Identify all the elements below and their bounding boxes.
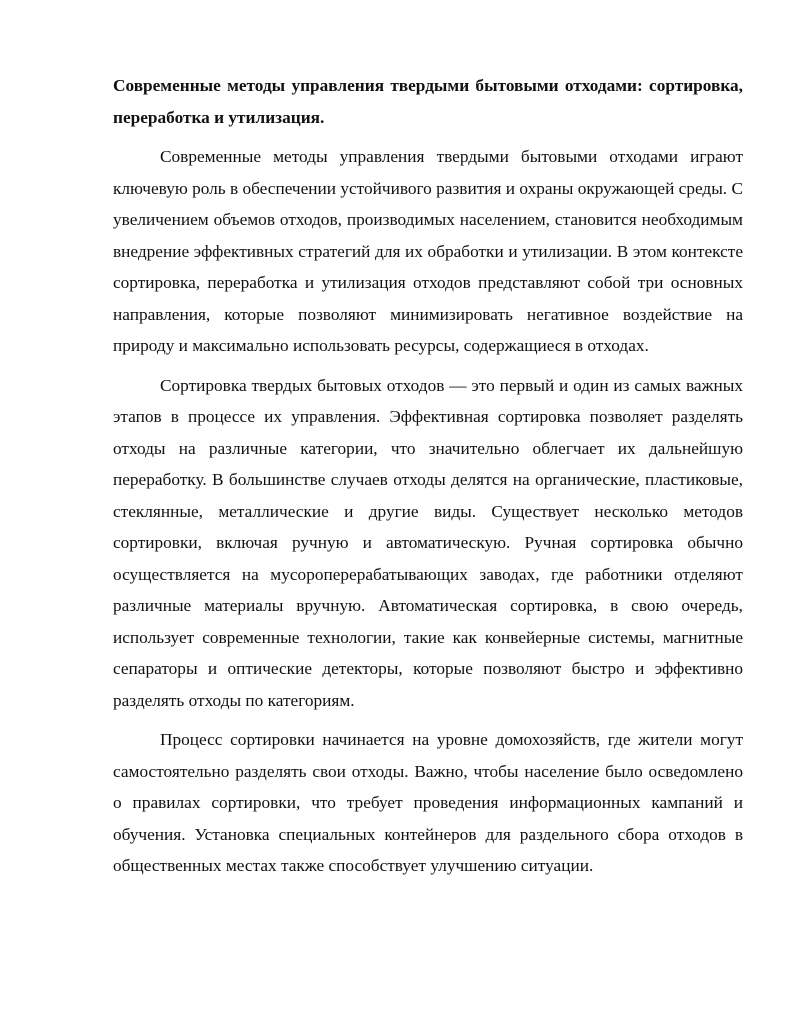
paragraph-intro: Современные методы управления твердыми бытовыми отходами играют ключевую роль в обеспечении устойчивого развития и охраны окружающей среды. С увеличением объемов отходов, производимых населением, становится необходимым внедрение эффективных стратегий для их обработки и утилизации. В этом контексте сортировка, переработка и утилизация отходов представляют собой три основных направления, которые позволяют минимизировать негативное воздействие на природу и максимально использовать ресурсы, содержащиеся в отходах.	[113, 147, 743, 355]
paragraph-sorting: Сортировка твердых бытовых отходов — это первый и один из самых важных этапов в процессе их управления. Эффективная сортировка позволяет разделять отходы на различные категории, что значительно облегчает их дальнейшую переработку. В большинстве случаев отходы делятся на органические, пластиковые, стеклянные, металлические и другие виды. Существует несколько методов сортировки, включая ручную и автоматическую. Ручная сортировка обычно осуществляется на мусороперерабатывающих заводах, где работники отделяют различные материалы вручную. Автоматическая сортировка, в свою очередь, использует современные технологии, такие как конвейерные системы, магнитные сепараторы и оптические детекторы, которые позволяют быстро и эффективно разделять отходы по категориям.	[113, 375, 743, 710]
document-page	[113, 70, 743, 890]
document-title: Современные методы управления твердыми бытовыми отходами: сортировка, переработка и утилизация.	[113, 76, 743, 127]
paragraph-households: Процесс сортировки начинается на уровне домохозяйств, где жители могут самостоятельно разделять свои отходы. Важно, чтобы население было осведомлено о правилах сортировки, что требует проведения информационных кампаний и обучения. Установка специальных контейнеров для раздельного сбора отходов в общественных местах также способствует улучшению ситуации.	[113, 730, 743, 875]
